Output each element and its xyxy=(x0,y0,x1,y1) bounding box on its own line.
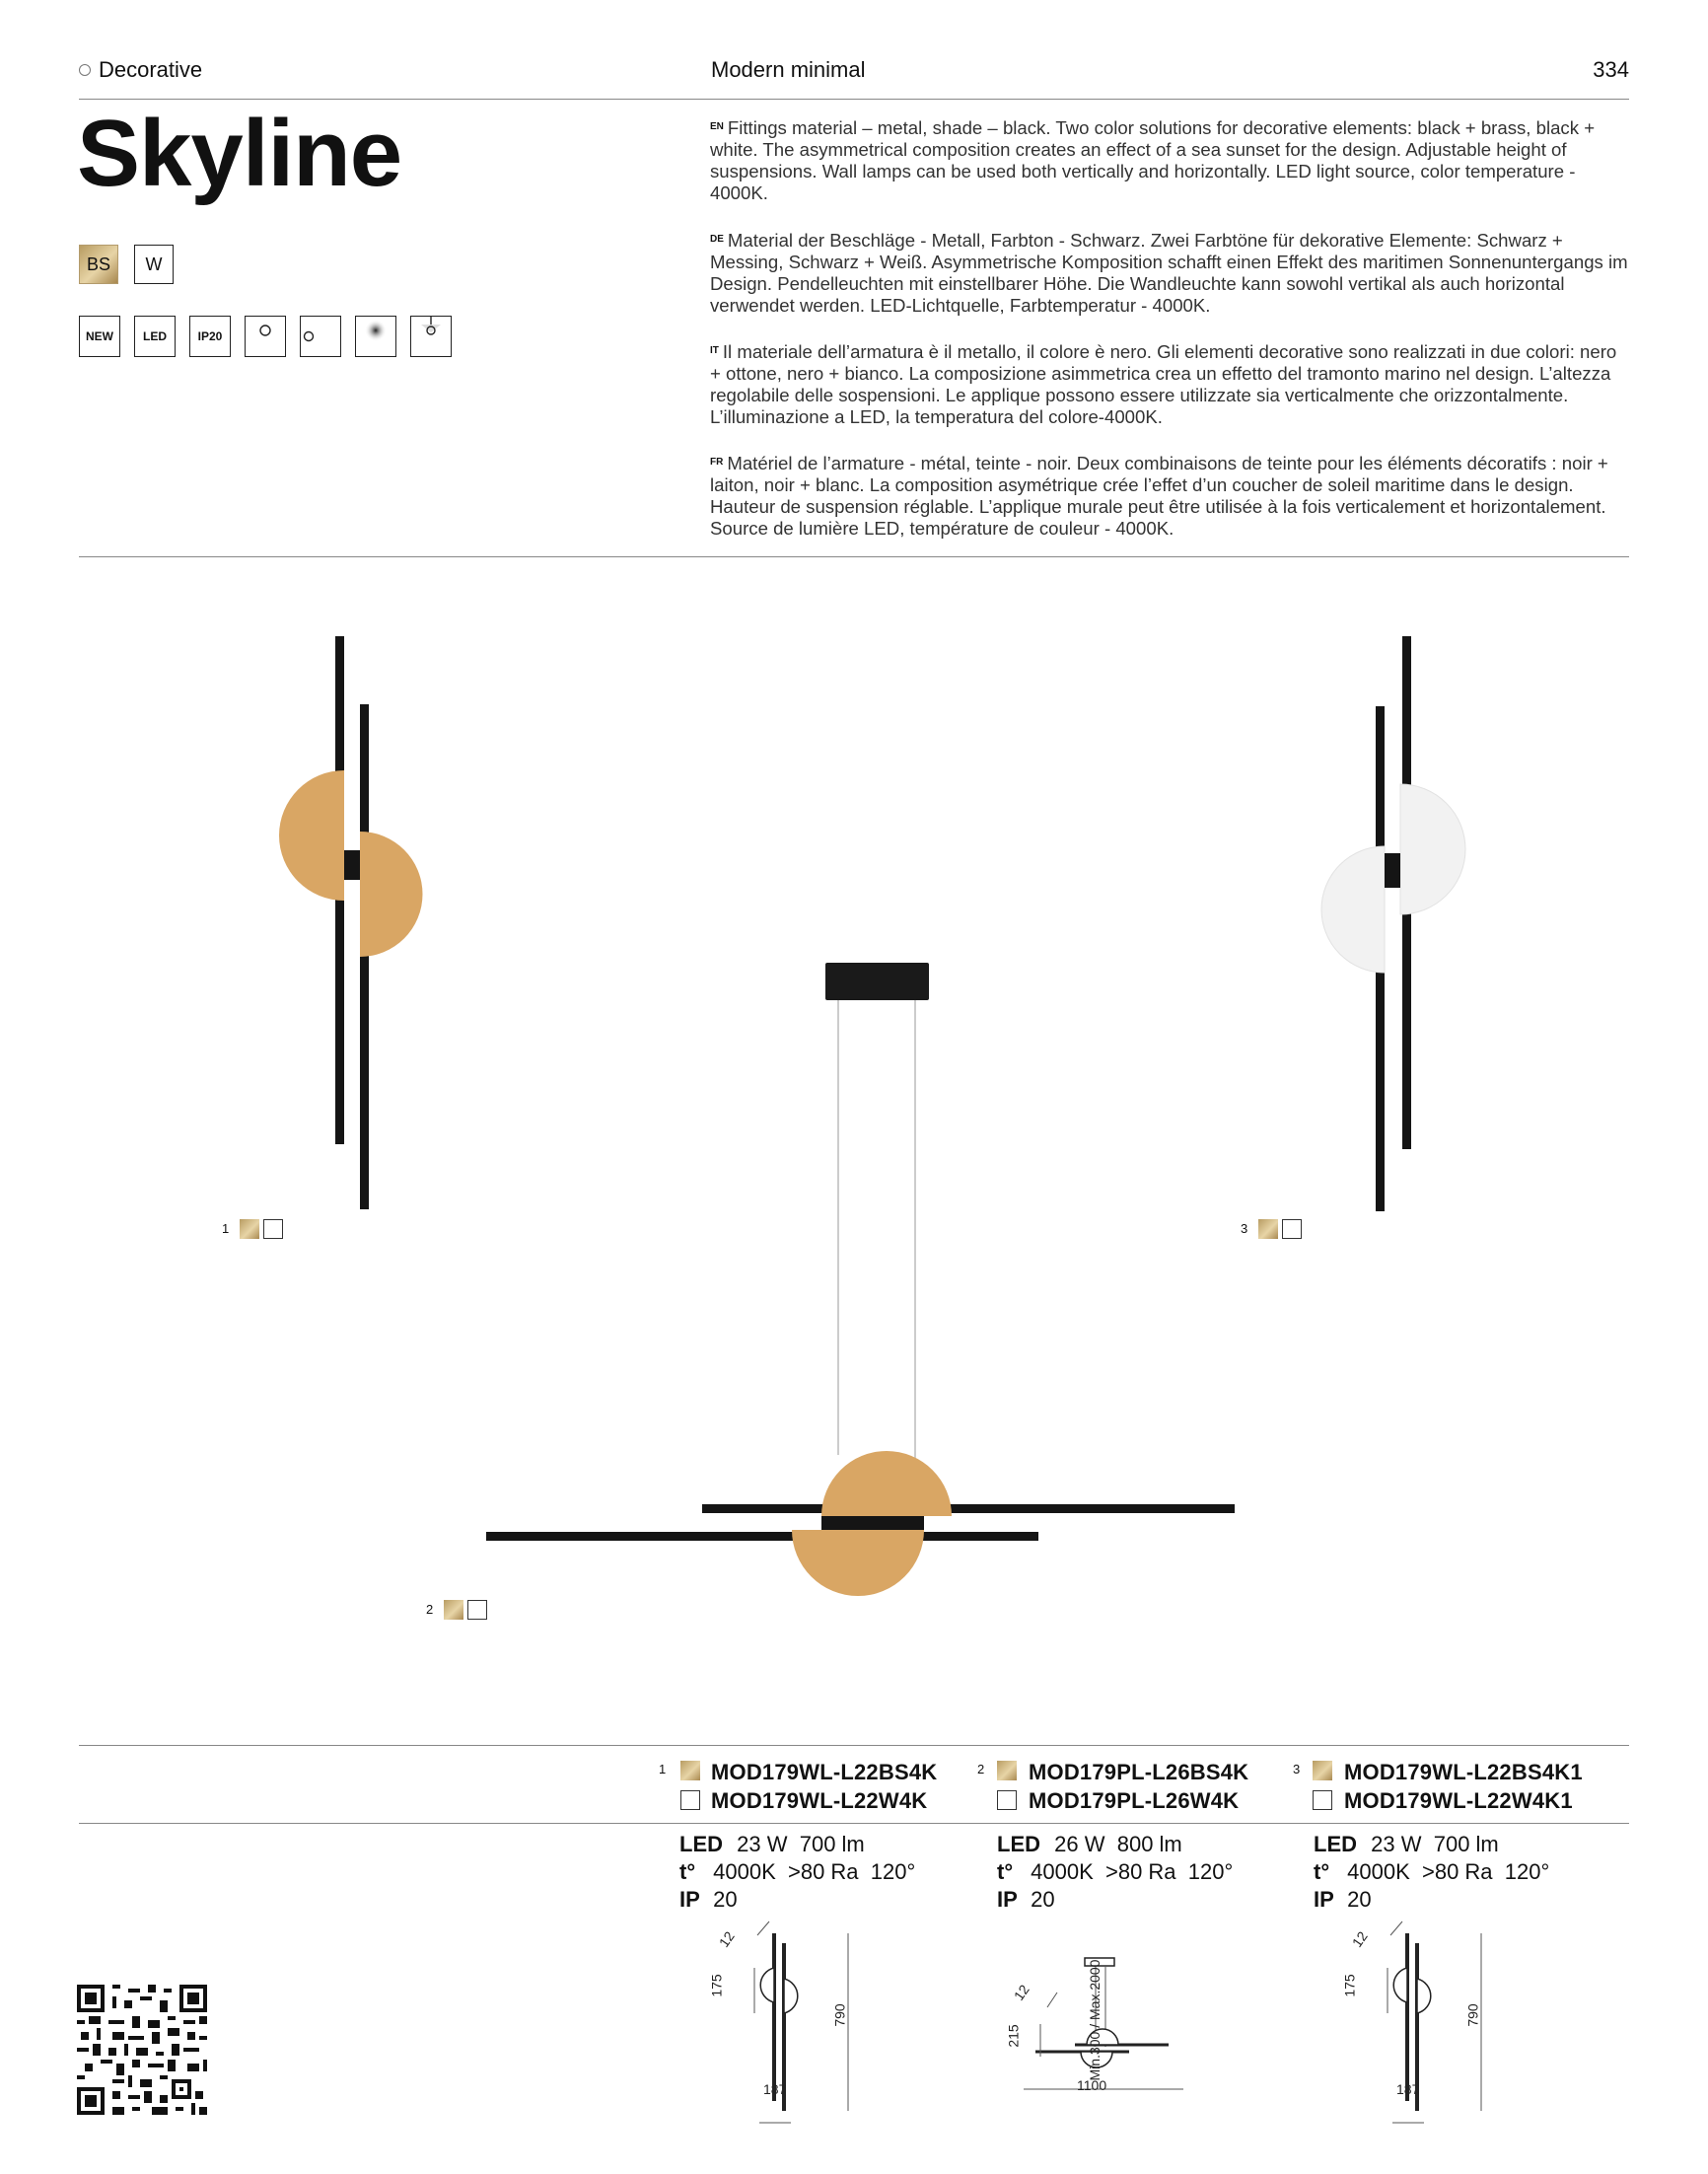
circle-icon xyxy=(79,64,91,76)
description-de xyxy=(710,229,1632,317)
dim-width: 187 xyxy=(763,2081,787,2097)
header-category xyxy=(79,57,202,83)
swatch-white: W xyxy=(134,245,174,284)
product-code-w: MOD179WL-L22W4K1 xyxy=(1344,1788,1573,1813)
product-spec-3 xyxy=(1314,1831,1549,1914)
temp-label: t° xyxy=(679,1859,696,1884)
header-rule xyxy=(79,99,1629,100)
cri: >80 Ra xyxy=(1104,1859,1176,1884)
lumen: 700 lm xyxy=(799,1832,865,1856)
temp: 4000K xyxy=(713,1859,776,1884)
photo-label-2: 2 xyxy=(426,1602,434,1617)
collection-label: Modern minimal xyxy=(711,57,866,82)
photo-wall-lamp-white xyxy=(1321,636,1465,1211)
codes-rule-bottom xyxy=(79,1823,1629,1824)
lumen: 800 lm xyxy=(1116,1832,1182,1856)
page-number: 334 xyxy=(1593,57,1629,82)
product-photos xyxy=(0,562,1708,1746)
lang-tag: IT xyxy=(710,345,719,356)
product-code-bs: MOD179PL-L26BS4K xyxy=(1029,1760,1249,1784)
product-title: Skyline xyxy=(77,101,402,206)
lang-tag: EN xyxy=(710,121,724,132)
mini-swatch-white xyxy=(997,1790,1017,1810)
diffused-light-icon xyxy=(355,316,396,357)
dim-disc: 175 xyxy=(1341,1974,1358,1997)
category-label: Decorative xyxy=(99,57,203,82)
qr-code[interactable] xyxy=(77,1985,207,2115)
lang-tag: DE xyxy=(710,234,724,245)
mini-swatch-white xyxy=(467,1600,487,1620)
dimension-drawing-1 xyxy=(680,1914,888,2150)
badge-ip20: IP20 xyxy=(189,316,231,357)
lumen: 700 lm xyxy=(1433,1832,1499,1856)
product-code-w: MOD179PL-L26W4K xyxy=(1029,1788,1240,1813)
ip-label: IP xyxy=(997,1887,1018,1912)
description-it xyxy=(710,340,1632,428)
badge-led: LED xyxy=(134,316,176,357)
product-code-bs: MOD179WL-L22BS4K1 xyxy=(1344,1760,1583,1784)
mini-swatch-brass xyxy=(1258,1219,1278,1239)
description-text: Il materiale dell’armatura è il metallo, il colore è nero. Gli elementi decorative sono realizzati in due colori: nero + ottone, nero + bianco. La composizione asimmetrica crea un effetto del tramonto marino nel design. L’altezza regolabile delle sospensioni. Le applique possono essere utilizzate sia verticalmente che orizzontalmente. L’illuminazione a LED, la temperatura del colore-4000K. xyxy=(710,341,1617,427)
product-code-w: MOD179WL-L22W4K xyxy=(711,1788,928,1813)
photo-wall-lamp-brass xyxy=(279,636,423,1209)
swatch-brass: BS xyxy=(79,245,118,284)
photo-pendant-lamp xyxy=(486,963,1235,1596)
product-index-2: 2 xyxy=(977,1762,985,1776)
product-spec-1 xyxy=(679,1831,915,1914)
power: 23 W xyxy=(1371,1832,1422,1856)
ip-label: IP xyxy=(1314,1887,1334,1912)
dim-disc: 175 xyxy=(708,1974,725,1997)
mini-swatch-white xyxy=(1313,1790,1332,1810)
mini-swatch-white xyxy=(680,1790,700,1810)
cri: >80 Ra xyxy=(1421,1859,1493,1884)
description-text: Material der Beschläge - Metall, Farbton - Schwarz. Zwei Farbtöne für dekorative Elemente: Schwarz + Messing, Schwarz + Weiß. Asymmetrische Komposition schafft einen Effekt des maritimen Sonnenuntergangs im Design. Pendelleuchten mit einstellbarer Höhe. Die Wandleuchte kann sowohl vertikal als auch horizontal verwendet werden. LED-Lichtquelle, Farbtemperatur - 4000K. xyxy=(710,230,1628,316)
codes-rule-top xyxy=(79,1745,1629,1746)
wall-side-icon xyxy=(300,316,341,357)
photo-label-3: 3 xyxy=(1241,1221,1248,1236)
dim-height: 790 xyxy=(1464,2003,1481,2027)
dimension-drawing-3 xyxy=(1314,1914,1521,2150)
mini-swatch-brass xyxy=(1313,1761,1332,1780)
photo-label-1: 1 xyxy=(222,1221,230,1236)
cri: >80 Ra xyxy=(787,1859,859,1884)
dim-top: 12 xyxy=(1348,1928,1371,1950)
mini-swatch-brass xyxy=(240,1219,259,1239)
led-label: LED xyxy=(1314,1832,1357,1856)
ip: 20 xyxy=(1031,1887,1055,1912)
lang-tag: FR xyxy=(710,457,724,468)
mini-swatch-white xyxy=(263,1219,283,1239)
dim-height: 790 xyxy=(831,2003,848,2027)
description-text: Matériel de l’armature - métal, teinte - noir. Deux combinaisons de teinte pour les éléments décoratifs : noir + laiton, noir + blanc. La composition asymétrique crée l’effet d’un coucher de soleil maritime dans le design. Hauteur de suspension réglable. L’applique murale peut être utilisée à la fois verticalement et horizontalement. Source de lumière LED, température de couleur - 4000K. xyxy=(710,453,1608,539)
ip: 20 xyxy=(1347,1887,1372,1912)
pendant-light-icon xyxy=(410,316,452,357)
temp: 4000K xyxy=(1347,1859,1410,1884)
dim-top: 12 xyxy=(1010,1982,1032,2003)
temp: 4000K xyxy=(1031,1859,1094,1884)
ip-label: IP xyxy=(679,1887,700,1912)
angle: 120° xyxy=(1504,1859,1550,1884)
dim-width: 187 xyxy=(1396,2081,1420,2097)
dim-width: 1100 xyxy=(1077,2077,1107,2093)
product-index-3: 3 xyxy=(1293,1762,1301,1776)
mini-swatch-brass xyxy=(444,1600,463,1620)
product-code-bs: MOD179WL-L22BS4K xyxy=(711,1760,938,1784)
description-fr xyxy=(710,452,1632,540)
dim-height: 215 xyxy=(1005,2024,1022,2048)
power: 23 W xyxy=(737,1832,788,1856)
led-label: LED xyxy=(679,1832,723,1856)
led-label: LED xyxy=(997,1832,1040,1856)
section-rule xyxy=(79,556,1629,557)
temp-label: t° xyxy=(997,1859,1014,1884)
mini-swatch-white xyxy=(1282,1219,1302,1239)
mini-swatch-brass xyxy=(680,1761,700,1780)
dim-top: 12 xyxy=(715,1928,738,1950)
badge-new: NEW xyxy=(79,316,120,357)
description-text: Fittings material – metal, shade – black. Two color solutions for decorative elements: black + brass, black + white. The asymmetrical composition creates an effect of a sea sunset for the design. Adjustable height of suspensions. Wall lamps can be used both vertically and horizontally. LED light source, color temperature - 4000K. xyxy=(710,117,1596,203)
power: 26 W xyxy=(1054,1832,1105,1856)
wall-icon xyxy=(245,316,286,357)
angle: 120° xyxy=(1187,1859,1234,1884)
product-index-1: 1 xyxy=(659,1762,667,1776)
mini-swatch-brass xyxy=(997,1761,1017,1780)
ip: 20 xyxy=(713,1887,738,1912)
product-spec-2 xyxy=(997,1831,1233,1914)
angle: 120° xyxy=(870,1859,916,1884)
temp-label: t° xyxy=(1314,1859,1330,1884)
description-en xyxy=(710,116,1632,204)
dim-suspension: Min.300 / Max.2000 xyxy=(1087,1959,1103,2081)
